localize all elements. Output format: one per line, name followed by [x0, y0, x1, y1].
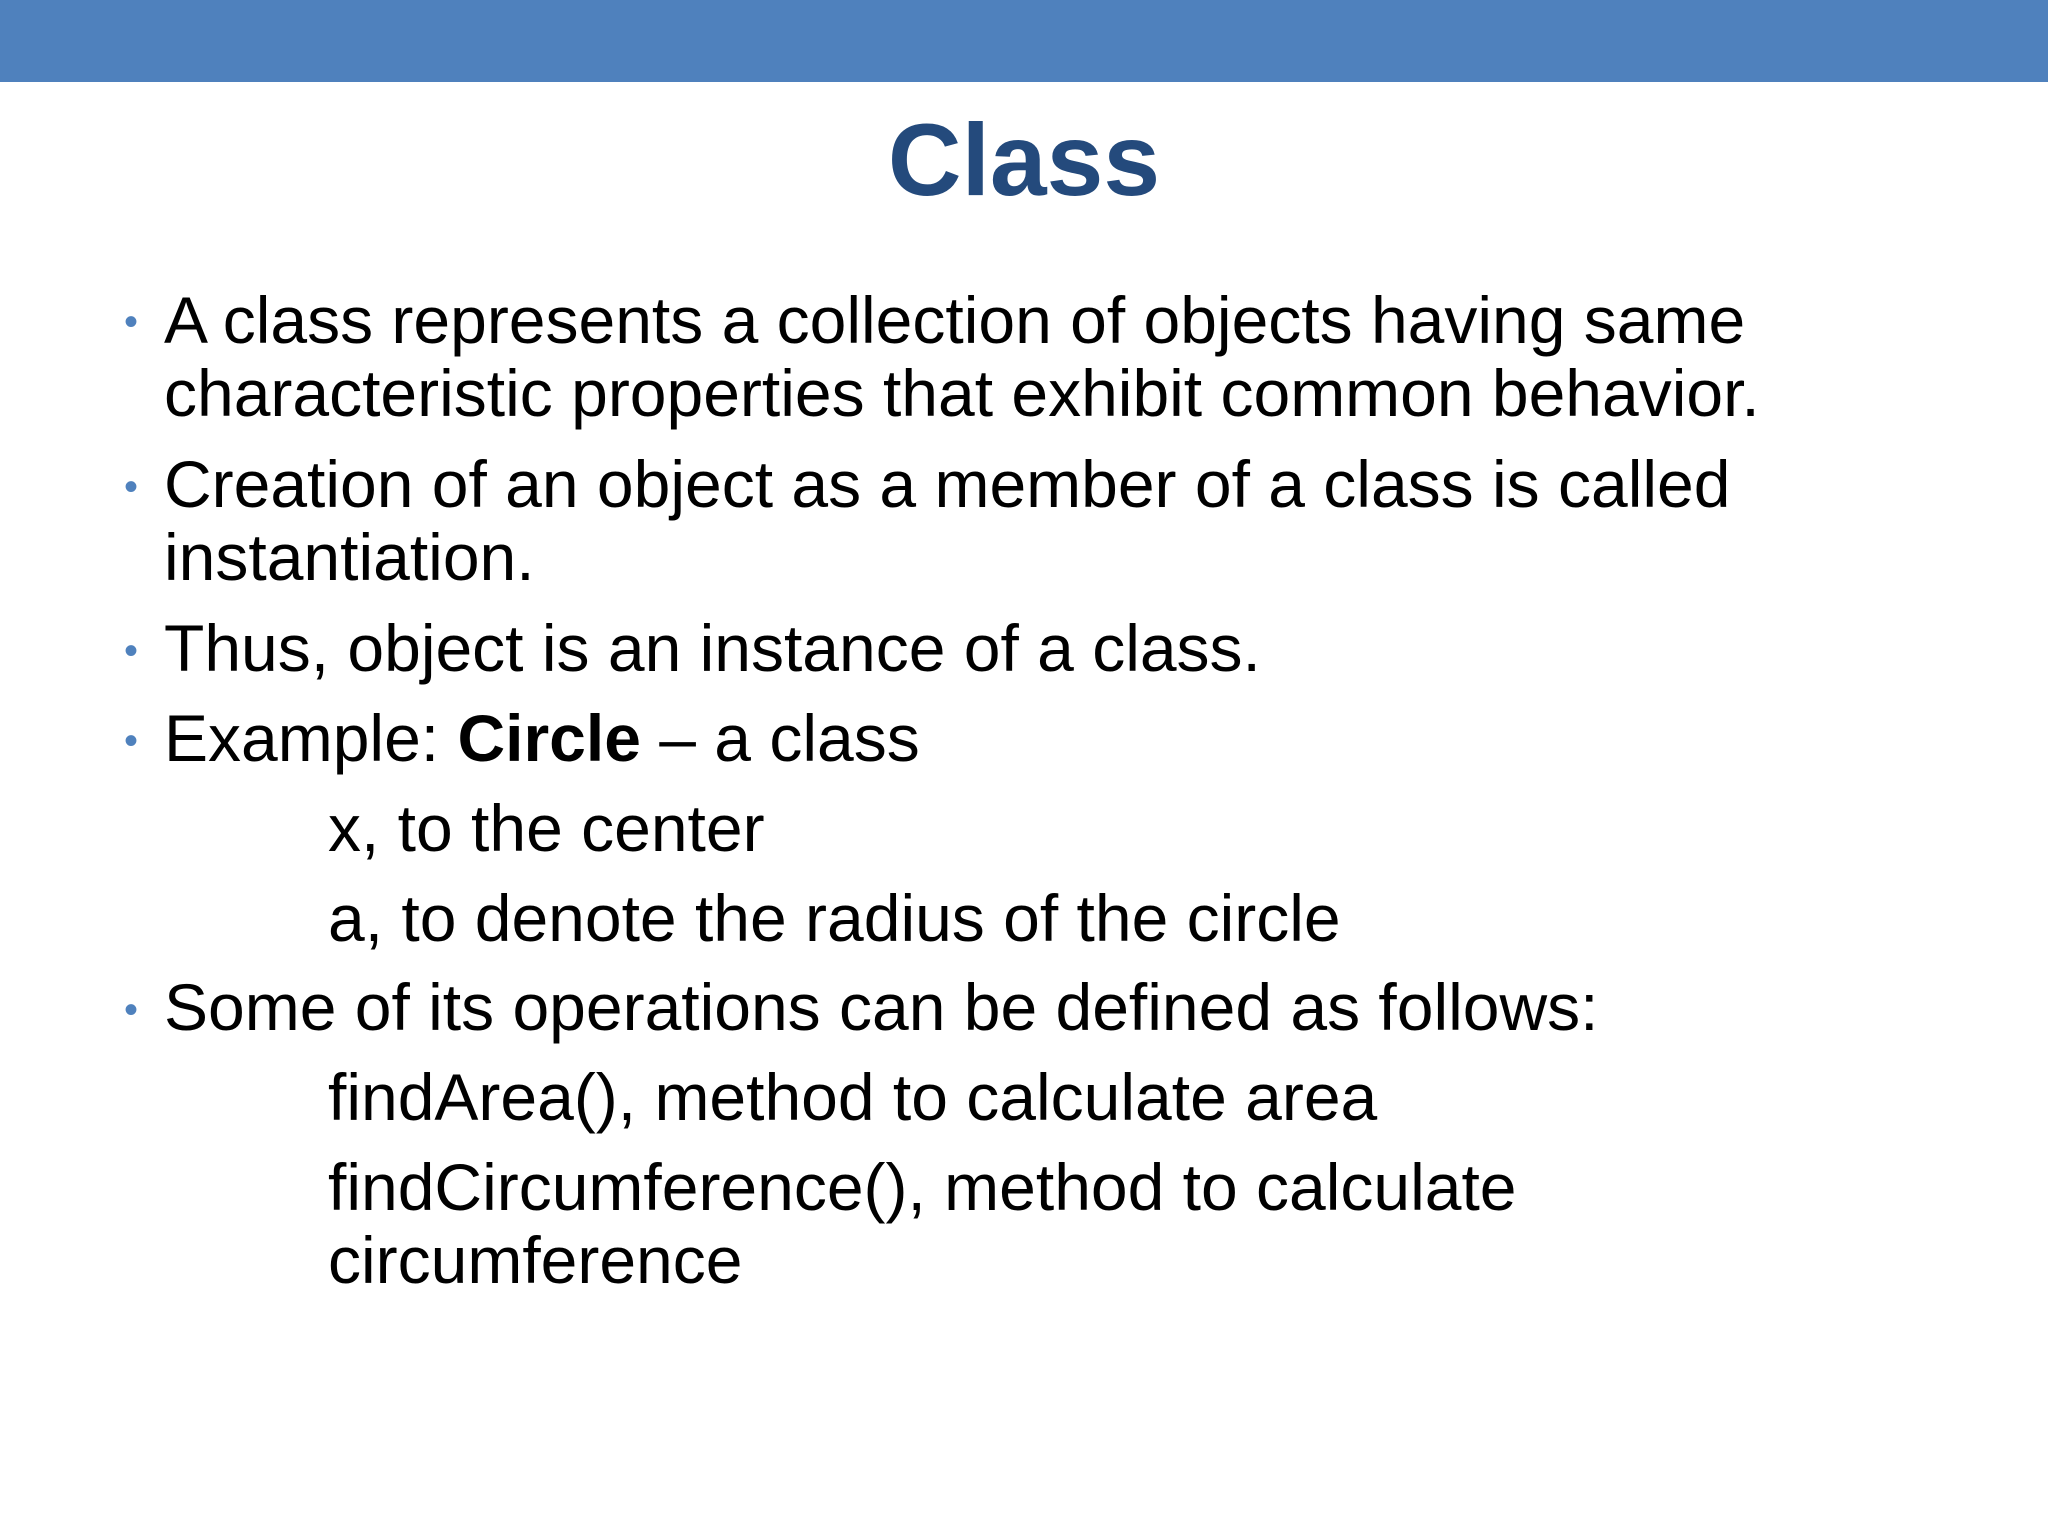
- ops-sub-line: circumference: [328, 1223, 743, 1297]
- bullet-dot: •: [124, 988, 139, 1032]
- slide-title: Class: [887, 103, 1161, 217]
- bullet-dot: •: [124, 719, 139, 763]
- example-prefix: Example:: [164, 701, 458, 775]
- bullet-dot: •: [124, 465, 139, 509]
- bullet-dot: •: [124, 300, 139, 344]
- bullet-dot: •: [124, 629, 139, 673]
- example-sub-line: x, to the center: [328, 791, 765, 865]
- example-class-name: Circle: [457, 701, 641, 775]
- bullet-line: A class represents a collection of objects having same: [164, 283, 1746, 357]
- bullet-line: characteristic properties that exhibit common behavior.: [164, 356, 1760, 430]
- example-sub-line: a, to denote the radius of the circle: [328, 881, 1341, 955]
- ops-sub-line: findArea(), method to calculate area: [328, 1060, 1378, 1134]
- example-suffix: – a class: [640, 701, 920, 775]
- bullet-line: instantiation.: [164, 520, 535, 594]
- example-line: [164, 701, 920, 775]
- bullet-line: Thus, object is an instance of a class.: [164, 611, 1261, 685]
- bullet-line: Some of its operations can be defined as follows:: [164, 970, 1599, 1044]
- bullet-line: Creation of an object as a member of a class is called: [164, 447, 1731, 521]
- ops-sub-line: findCircumference(), method to calculate: [328, 1150, 1517, 1224]
